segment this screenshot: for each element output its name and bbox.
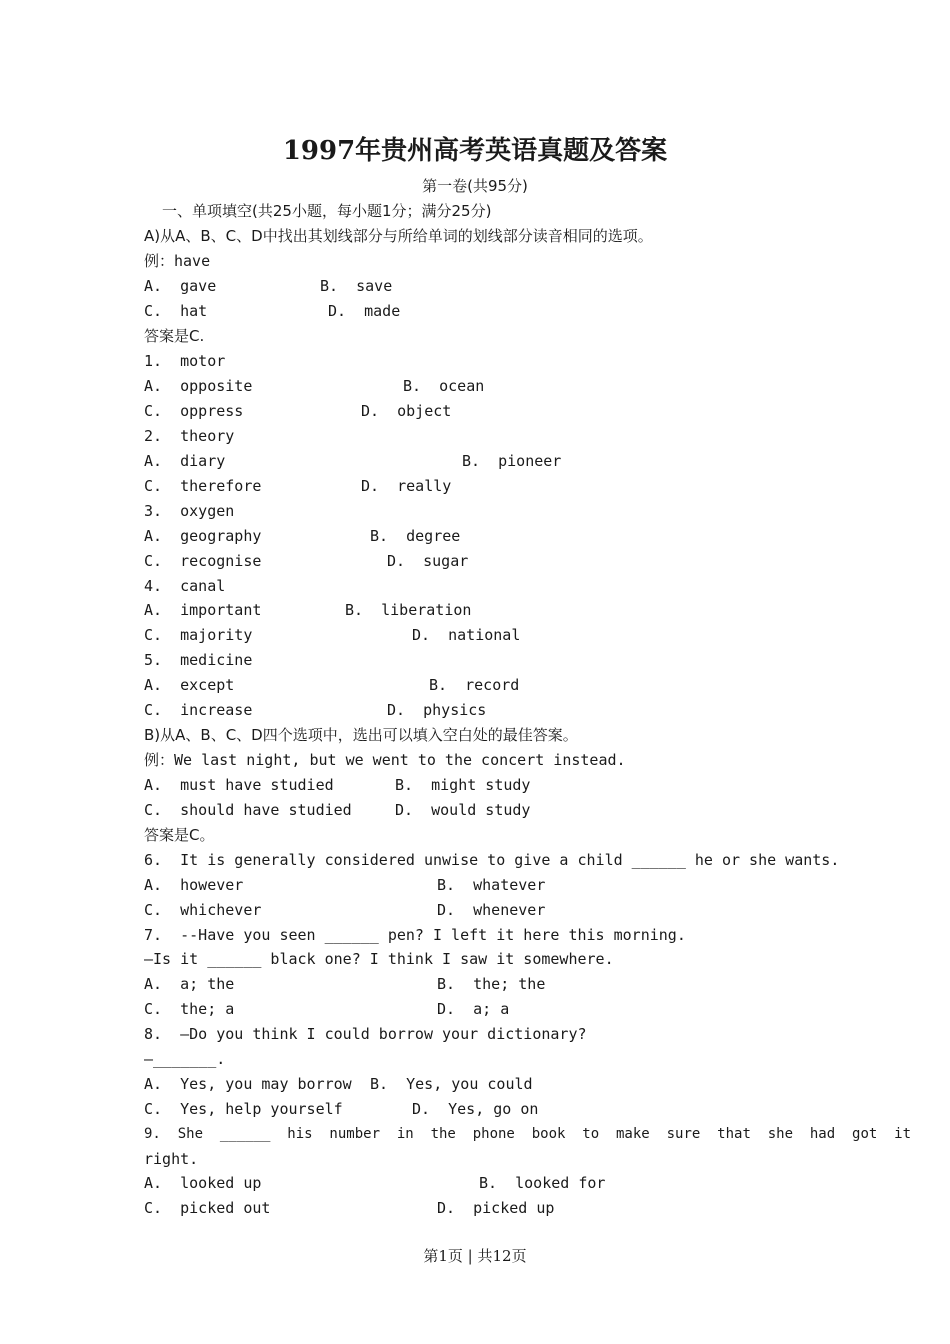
option-b: B. the; the [437, 975, 546, 993]
example-answer: 答案是C. [144, 327, 205, 345]
option-b: B. might study [395, 776, 531, 794]
option-b: B. looked for [479, 1174, 606, 1192]
option-a: A. Yes, you may borrow [144, 1075, 352, 1093]
part-heading: 第一卷(共95分) [422, 177, 528, 195]
option-c: C. increase [144, 701, 253, 719]
question-stem: 5. medicine [144, 651, 253, 669]
option-c: C. majority [144, 626, 253, 644]
option-a: A. must have studied [144, 776, 334, 794]
option-a: A. diary [144, 452, 226, 470]
example-answer: 答案是C。 [144, 826, 215, 844]
option-c: C. should have studied [144, 801, 352, 819]
option-c: C. recognise [144, 552, 262, 570]
option-d: D. made [328, 302, 401, 320]
option-d: D. physics [387, 701, 487, 719]
option-a: A. a; the [144, 975, 235, 993]
option-d: D. picked up [437, 1199, 555, 1217]
part-a-instruction: A)从A、B、C、D中找出其划线部分与所给单词的划线部分读音相同的选项。 [144, 227, 653, 245]
example-word: 例：have [144, 252, 211, 270]
question-stem: 9. She ______ his number in the phone book to make sure that she had got it [144, 1126, 912, 1142]
option-c: C. the; a [144, 1000, 235, 1018]
option-c: C. picked out [144, 1199, 271, 1217]
option-b: B. save [320, 277, 393, 295]
option-d: D. really [361, 477, 452, 495]
page-footer: 第1页 | 共12页 [423, 1247, 527, 1265]
option-a: A. opposite [144, 377, 253, 395]
option-c: C. whichever [144, 901, 262, 919]
option-d: D. a; a [437, 1000, 510, 1018]
option-a: A. important [144, 601, 262, 619]
option-d: D. sugar [387, 552, 469, 570]
option-c: C. Yes, help yourself [144, 1100, 343, 1118]
option-b: B. ocean [403, 377, 485, 395]
question-stem-line: —_______. [144, 1050, 226, 1068]
option-a: A. except [144, 676, 235, 694]
option-d: D. Yes, go on [412, 1100, 539, 1118]
question-stem: 7. --Have you seen ______ pen? I left it here this morning. [144, 926, 686, 944]
option-d: D. object [361, 402, 452, 420]
question-stem-line: right. [144, 1150, 199, 1168]
option-c: C. therefore [144, 477, 262, 495]
question-stem: 4. canal [144, 577, 226, 595]
question-stem: 2. theory [144, 427, 235, 445]
option-a: A. looked up [144, 1174, 262, 1192]
option-b: B. whatever [437, 876, 546, 894]
question-stem: 6. It is generally considered unwise to give a child ______ he or she wants. [144, 851, 840, 869]
option-a: A. gave [144, 277, 217, 295]
option-b: B. degree [370, 527, 461, 545]
example-stem: 例：We last night, but we went to the concert instead. [144, 751, 626, 769]
option-d: D. national [412, 626, 521, 644]
option-d: D. would study [395, 801, 531, 819]
section-heading: 一、单项填空(共25小题，每小题1分；满分25分) [162, 202, 492, 220]
option-d: D. whenever [437, 901, 546, 919]
question-stem: 3. oxygen [144, 502, 235, 520]
option-b: B. pioneer [462, 452, 562, 470]
option-b: B. Yes, you could [370, 1075, 533, 1093]
option-a: A. however [144, 876, 244, 894]
option-b: B. record [429, 676, 520, 694]
part-b-instruction: B)从A、B、C、D四个选项中，选出可以填入空白处的最佳答案。 [144, 726, 578, 744]
option-b: B. liberation [345, 601, 472, 619]
option-c: C. hat [144, 302, 208, 320]
question-stem: 8. —Do you think I could borrow your dictionary? [144, 1025, 587, 1043]
option-c: C. oppress [144, 402, 244, 420]
question-stem-line: —Is it ______ black one? I think I saw it somewhere. [144, 950, 614, 968]
question-stem: 1. motor [144, 352, 226, 370]
option-a: A. geography [144, 527, 262, 545]
page-title: 1997年贵州高考英语真题及答案 [282, 136, 668, 166]
